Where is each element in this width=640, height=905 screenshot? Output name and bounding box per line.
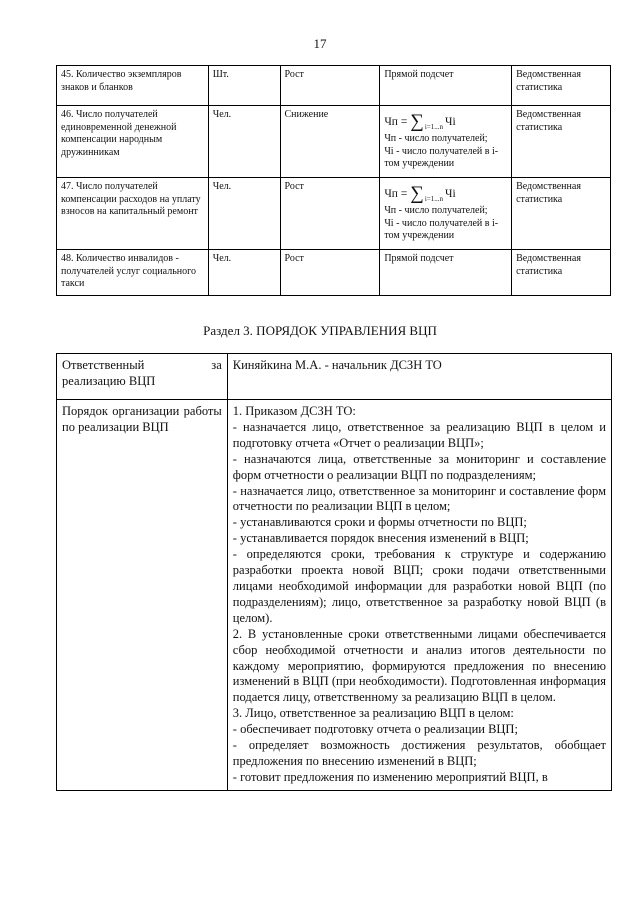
formula-term: Чi — [445, 187, 456, 200]
indicator-name: 45. Количество экземпляров знаков и бланков — [57, 66, 209, 106]
procedure-line: - определяются сроки, требования к структуре и содержанию разработки проекта новой ВЦП; сроки подачи ответственными лицами необходимой информации для разработки новой ВЦП (по подразделениям); лицо, ответственное за разработку новой ВЦП (в целом). — [232, 547, 606, 625]
formula-legend-2: Чi - число получателей в i-том учреждении — [384, 145, 499, 169]
sigma-subscript: i=1...n — [424, 194, 444, 203]
indicator-name: 48. Количество инвалидов - получателей услуг социального такси — [57, 250, 209, 296]
procedure-text — [227, 400, 611, 791]
procedure-line: - назначаются лица, ответственные за мониторинг и составление форм отчетности о реализации ВЦП по подразделениям; — [232, 451, 606, 482]
formula-term: Чi — [445, 115, 456, 128]
indicator-source: Ведомственная статистика — [512, 178, 611, 250]
procedure-line: - назначается лицо, ответственное за реализацию ВЦП в целом и подготовку отчета «Отчет о реализации ВЦП»; — [232, 419, 606, 450]
indicator-unit: Чел. — [208, 106, 280, 178]
management-table — [56, 353, 612, 791]
responsible-label: Ответственный за реализацию ВЦП — [57, 354, 228, 400]
section-title: Раздел 3. ПОРЯДОК УПРАВЛЕНИЯ ВЦП — [203, 323, 437, 338]
procedure-line: 2. В установленные сроки ответственными лицами обеспечивается сбор необходимой отчетности и анализ итогов деятельности по каждому мероприятию, формируются предложения по внесению изменений в ВЦП (при необходимости). Подготовленная информация подается лицу, ответственному за реализацию ВЦП в целом. — [232, 626, 606, 705]
responsible-value: Киняйкина М.А. - начальник ДСЗН ТО — [227, 354, 611, 400]
page-number: 17 — [313, 36, 327, 51]
indicator-unit: Чел. — [208, 250, 280, 296]
procedure-line: 1. Приказом ДСЗН ТО: — [232, 404, 356, 418]
procedure-line: 3. Лицо, ответственное за реализацию ВЦП в целом: — [232, 706, 514, 721]
sum-formula — [384, 113, 507, 131]
procedure-label: Порядок организации работы по реализации ВЦП — [57, 400, 228, 791]
table-row — [57, 400, 612, 791]
sigma-subscript: i=1...n — [424, 122, 444, 131]
formula-lhs: Чп = — [384, 115, 408, 128]
procedure-line: - готовит предложения по изменению мероприятий ВЦП, в — [232, 769, 548, 784]
formula-legend-1: Чп - число получателей; — [384, 133, 488, 144]
table-row — [57, 106, 611, 178]
formula-lhs: Чп = — [384, 187, 408, 200]
indicator-unit: Чел. — [208, 178, 280, 250]
procedure-line: - определяет возможность достижения результатов, обобщает предложения по внесению изменений в ВЦП; — [232, 738, 606, 768]
sigma-symbol: ∑ — [410, 183, 424, 204]
indicator-method — [380, 178, 512, 250]
indicator-method: Прямой подсчет — [380, 66, 512, 106]
indicator-source: Ведомственная статистика — [512, 66, 611, 106]
formula-legend-2: Чi - число получателей в i-том учреждении — [384, 217, 499, 241]
indicator-trend: Рост — [280, 66, 380, 106]
table-row — [57, 250, 611, 296]
indicator-trend: Снижение — [280, 106, 380, 178]
procedure-line: - устанавливаются сроки и формы отчетности по ВЦП; — [232, 515, 527, 530]
indicator-name: 46. Число получателей единовременной денежной компенсации народным дружинникам — [57, 106, 209, 178]
indicator-unit: Шт. — [208, 66, 280, 106]
procedure-line: - назначается лицо, ответственное за мониторинг и составление форм отчетности по реализации ВЦП в целом; — [232, 483, 606, 514]
table-row — [57, 66, 611, 106]
indicator-source: Ведомственная статистика — [512, 106, 611, 178]
indicator-trend: Рост — [280, 250, 380, 296]
indicator-method — [380, 106, 512, 178]
indicators-table — [56, 65, 611, 296]
indicator-method: Прямой подсчет — [380, 250, 512, 296]
procedure-line: - обеспечивает подготовку отчета о реализации ВЦП; — [232, 722, 518, 737]
procedure-line: - устанавливается порядок внесения изменений в ВЦП; — [232, 531, 529, 546]
sum-formula — [384, 185, 507, 203]
indicator-name: 47. Число получателей компенсации расходов на уплату взносов на капитальный ремонт — [57, 178, 209, 250]
sigma-symbol: ∑ — [410, 111, 424, 132]
indicator-trend: Рост — [280, 178, 380, 250]
table-row — [57, 354, 612, 400]
indicator-source: Ведомственная статистика — [512, 250, 611, 296]
table-row — [57, 178, 611, 250]
formula-legend-1: Чп - число получателей; — [384, 205, 488, 216]
